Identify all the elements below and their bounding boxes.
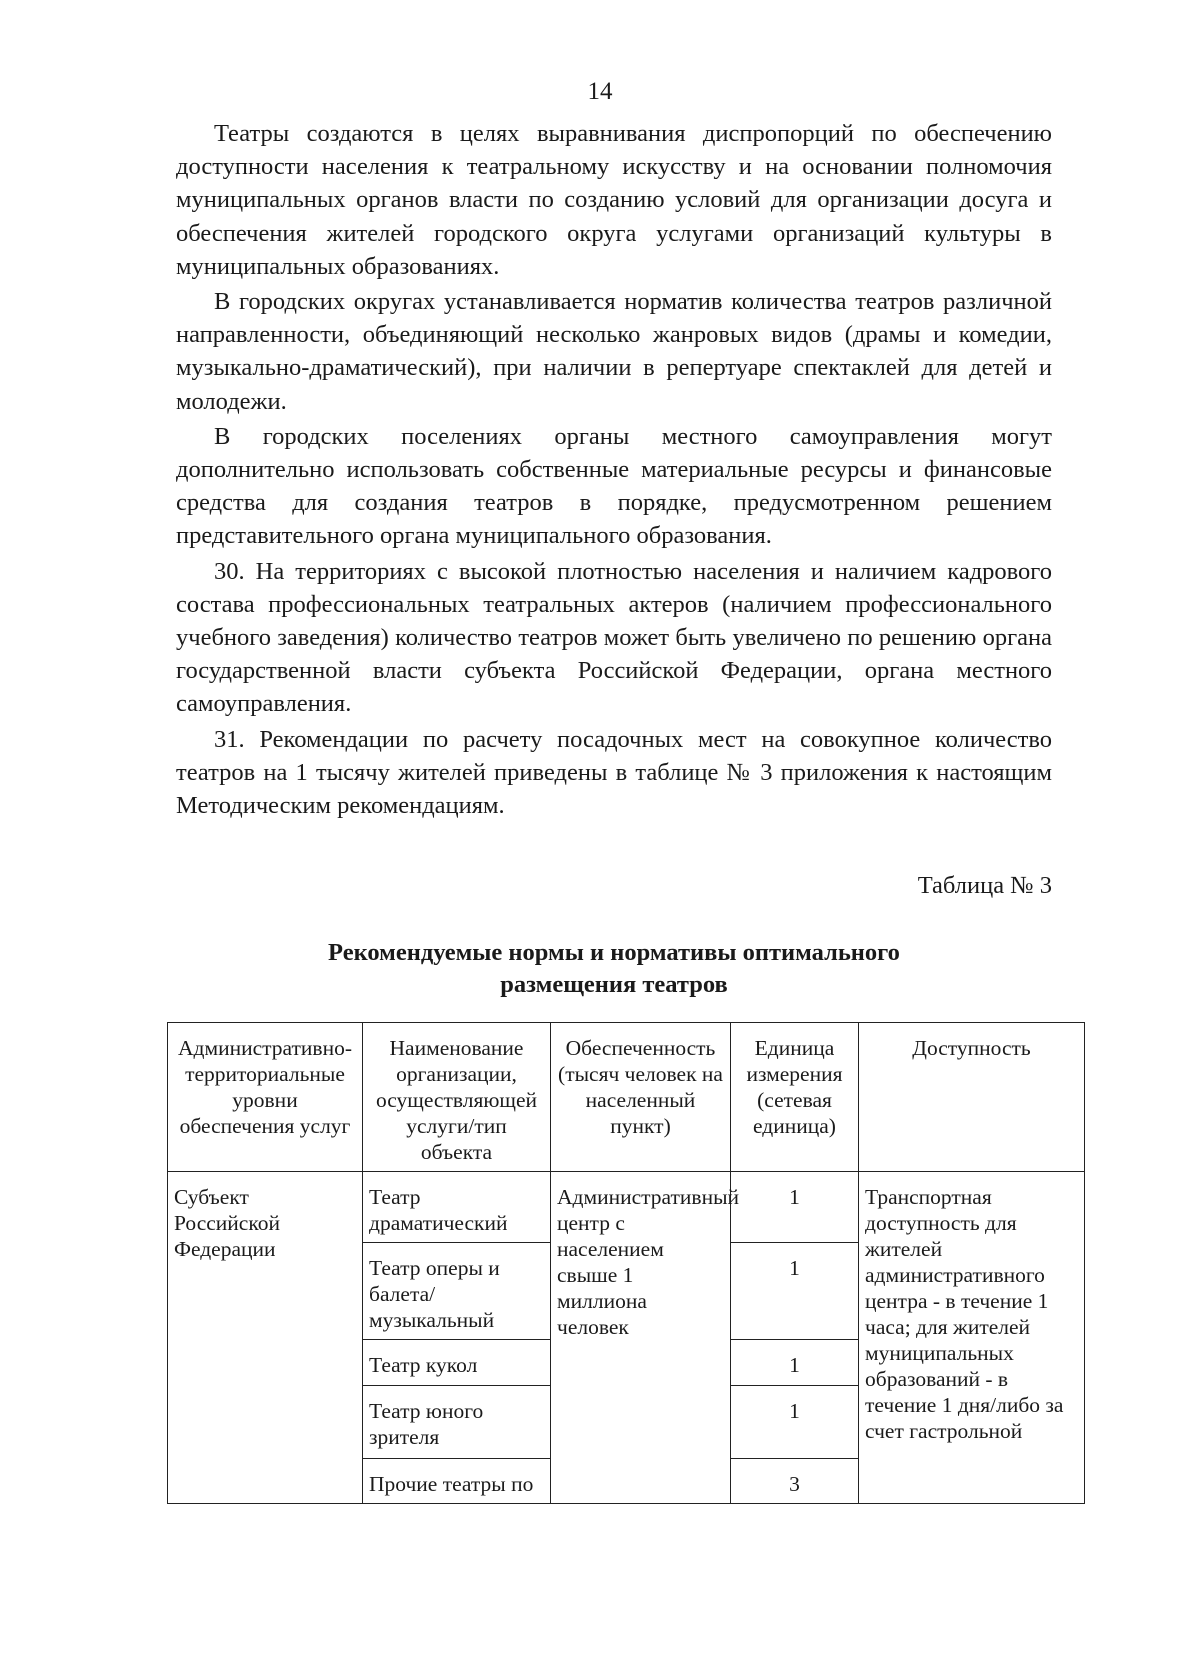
table-label: Таблица № 3 — [917, 872, 1052, 899]
cell-access: Транспортная доступность для жителей административного центра - в течение 1 часа; для жителей муниципальных образований - в течение 1 дня/либо за счет гастрольной — [859, 1172, 1085, 1504]
paragraph: 30. На территориях с высокой плотностью населения и наличием кадрового состава профессиональных театральных актеров (наличием профессионального учебного заведения) количество театров может быть увеличено по решению органа государственной власти субъекта Российской Федерации, органа местного самоуправления. — [176, 557, 1052, 718]
cell-supply: Административный центр с населением свыше 1 миллиона человек — [551, 1172, 731, 1504]
table-header-row — [168, 1023, 1085, 1172]
header-cell-access: Доступность — [859, 1023, 1085, 1172]
norms-table — [167, 1022, 1085, 1504]
cell-name: Прочие театры по — [363, 1459, 551, 1504]
cell-name: Театр кукол — [363, 1340, 551, 1386]
paragraph: В городских поселениях органы местного самоуправления могут дополнительно использовать собственные материальные ресурсы и финансовые средства для создания театров в порядке, предусмотренном решением представительного органа муниципального образования. — [176, 422, 1052, 550]
cell-unit: 1 — [731, 1243, 859, 1340]
header-cell-supply: Обеспеченность (тысяч человек на населенный пункт) — [551, 1023, 731, 1172]
table-title — [176, 937, 1052, 1001]
cell-level: Субъект Российской Федерации — [168, 1172, 363, 1504]
header-cell-unit: Единица измерения (сетевая единица) — [731, 1023, 859, 1172]
table-title-line: размещения театров — [500, 971, 728, 998]
table-title-line: Рекомендуемые нормы и нормативы оптимального — [328, 939, 900, 966]
cell-name: Театр драматический — [363, 1172, 551, 1243]
paragraph: 31. Рекомендации по расчету посадочных мест на совокупное количество театров на 1 тысячу жителей приведены в таблице № 3 приложения к настоящим Методическим рекомендациям. — [176, 725, 1052, 820]
cell-name: Театр оперы и балета/ музыкальный — [363, 1243, 551, 1340]
header-cell-name: Наименование организации, осуществляющей услуги/тип объекта — [363, 1023, 551, 1172]
cell-unit: 1 — [731, 1386, 859, 1459]
page-number: 14 — [587, 78, 613, 105]
body-text — [176, 117, 1052, 824]
paragraph: В городских округах устанавливается норматив количества театров различной направленности, объединяющий несколько жанровых видов (драмы и комедии, музыкально-драматический), при наличии в репертуаре спектаклей для детей и молодежи. — [176, 288, 1052, 415]
paragraph: Театры создаются в целях выравнивания диспропорций по обеспечению доступности населения к театральному искусству и на основании полномочия муниципальных органов власти по созданию условий для организации досуга и обеспечения жителей городского округа услугами организаций культуры в муниципальных образованиях. — [176, 120, 1052, 280]
cell-unit: 1 — [731, 1172, 859, 1243]
table-row — [168, 1172, 1085, 1243]
cell-name: Театр юного зрителя — [363, 1386, 551, 1459]
header-cell-level: Административно-территориальные уровни обеспечения услуг — [168, 1023, 363, 1172]
cell-unit: 1 — [731, 1340, 859, 1386]
cell-unit: 3 — [731, 1459, 859, 1504]
